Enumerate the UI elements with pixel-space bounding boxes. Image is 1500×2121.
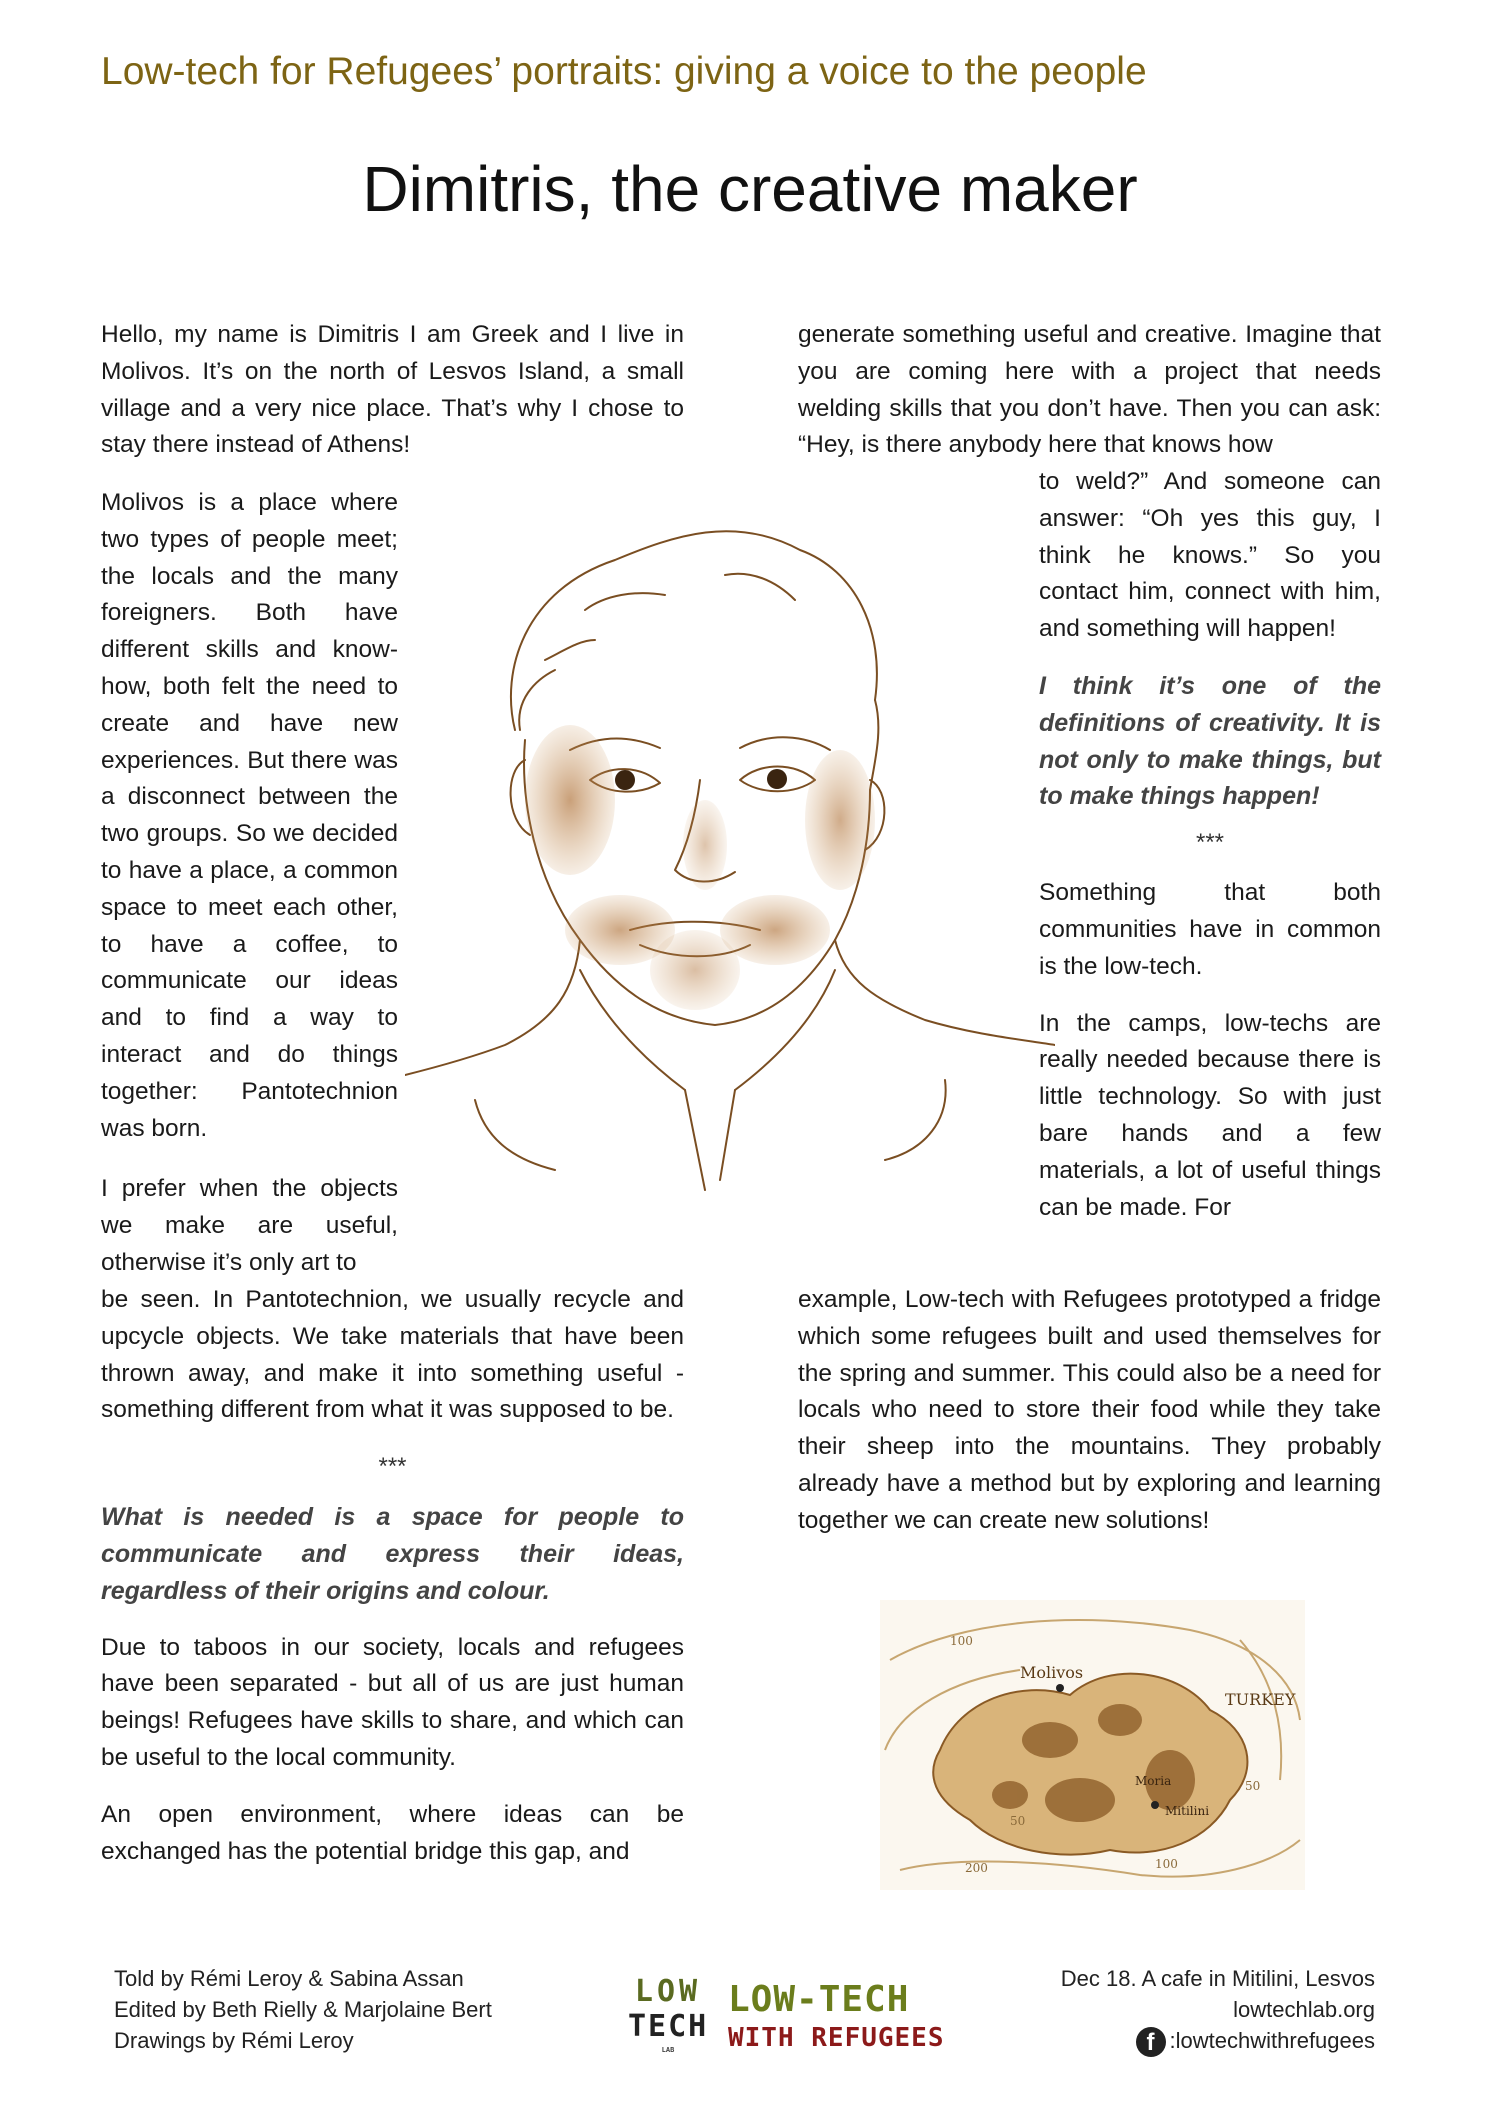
section-divider-right: *** <box>1195 829 1225 857</box>
logo-small-line-2: TECH <box>628 2009 709 2044</box>
facebook-handle-text: :lowtechwithrefugees <box>1169 2028 1375 2053</box>
creative-paragraph-end: to weld?” And someone can answer: “Oh yes this guy, I think he knows.” So you contact him, connect with him, and something will happen! <box>1039 468 1381 643</box>
lesvos-map-drawing <box>880 1600 1305 1890</box>
left-column-lower <box>101 1282 684 1870</box>
left-wrap-paragraph <box>101 485 398 1147</box>
logo-big-line-1: LOW-TECH <box>728 1979 910 2020</box>
map-contour-label: 200 <box>965 1861 988 1875</box>
credit-edited-by: Edited by Beth Rielly & Marjolaine Bert <box>114 1997 492 2022</box>
camps-paragraph-end: example, Low-tech with Refugees prototyped a fridge which some refugees built and used themselves for the spring and summer. This could also be a need for locals who need to store their food while they take their sheep into the mountains. They probably already have a method but by exploring and learning together we can create new solutions! <box>798 1286 1381 1534</box>
left-column <box>101 317 684 464</box>
creative-paragraph-start: generate something useful and creative. Imagine that you are coming here with a project that needs welding skills that you don’t have. Then you can ask: “Hey, is there anybody here that knows how <box>798 321 1381 459</box>
low-tech-with-refugees-logo <box>728 1980 945 2056</box>
logo-small-line-1: LOW <box>634 1974 702 2009</box>
page-title: Dimitris, the creative maker <box>362 153 1138 225</box>
map-contour-label: 50 <box>1010 1814 1026 1828</box>
credit-told-by: Told by Rémi Leroy & Sabina Assan <box>114 1966 464 1991</box>
right-wrap-column <box>1039 464 1381 1226</box>
portrait-shading <box>525 725 875 1010</box>
credits <box>114 1963 492 2056</box>
publication-info <box>1061 1963 1375 2057</box>
credit-drawings-by: Drawings by Rémi Leroy <box>114 2028 354 2053</box>
right-column-top <box>798 317 1381 464</box>
map-label-mitilini: Mitilini <box>1165 1804 1210 1818</box>
taboos-paragraph: Due to taboos in our society, locals and refugees have been separated - but all of us are just human beings! Refugees have skills to share, and which can be useful to the local community. <box>101 1633 684 1771</box>
low-tech-lab-logo <box>628 1975 708 2055</box>
camps-paragraph-start: In the camps, low-techs are really needed because there is little technology. So with just bare hands and a few materials, a lot of useful things can be made. For <box>1039 1009 1381 1221</box>
map-contour-label: 50 <box>1245 1779 1261 1793</box>
website-link[interactable]: lowtechlab.org <box>1233 1997 1375 2022</box>
objects-paragraph-end: be seen. In Pantotechnion, we usually recycle and upcycle objects. We take materials that have been thrown away, and make it into something useful - something different from what it was supposed to be. <box>101 1286 684 1424</box>
right-column-lower <box>798 1282 1381 1540</box>
environment-paragraph: An open environment, where ideas can be exchanged has the potential bridge this gap, and <box>101 1800 684 1865</box>
intro-paragraph: Hello, my name is Dimitris I am Greek and I live in Molivos. It’s on the north of Lesvos Island, a small village and a very nice place. That’s why I chose to stay there instead of Athens! <box>101 321 684 459</box>
logo-small-line-3: LAB <box>661 2046 675 2054</box>
facebook-handle[interactable] <box>1061 2025 1375 2057</box>
logo-big-line-2: WITH REFUGEES <box>728 2023 945 2053</box>
portrait-drawing <box>405 500 1055 1220</box>
objects-paragraph-start: I prefer when the objects we make are useful, otherwise it’s only art to <box>101 1175 398 1276</box>
section-divider: *** <box>378 1453 407 1481</box>
map-label-turkey: TURKEY <box>1225 1690 1296 1709</box>
common-paragraph: Something that both communities have in common is the low-tech. <box>1039 879 1381 980</box>
facebook-icon: f <box>1136 2027 1166 2057</box>
pull-quote-left: What is needed is a space for people to communicate and express their ideas, regardless of their origins and colour. <box>101 1503 684 1605</box>
map-contour-label: 100 <box>1155 1857 1178 1871</box>
molivos-paragraph: Molivos is a place where two types of people meet; the locals and the many foreigners. Both have different skills and know-how, both felt the need to create and have new experiences. But there was a disconnect between the two groups. So we decided to have a place, a common space to meet each other, to have a coffee, to communicate our ideas and to find a way to interact and do things together: Pantotechnion was born. <box>101 489 398 1142</box>
pull-quote-right: I think it’s one of the definitions of creativity. It is not only to make things, but to make things happen! <box>1039 671 1381 811</box>
date-location: Dec 18. A cafe in Mitilini, Lesvos <box>1060 1966 1375 1991</box>
map-label-molivos: Molivos <box>1020 1663 1084 1682</box>
map-label-moria: Moria <box>1135 1774 1172 1788</box>
map-contour-label: 100 <box>950 1634 973 1648</box>
left-wrap-paragraph-2 <box>101 1171 398 1281</box>
series-header: Low-tech for Refugees’ portraits: giving a voice to the people <box>101 50 1147 93</box>
